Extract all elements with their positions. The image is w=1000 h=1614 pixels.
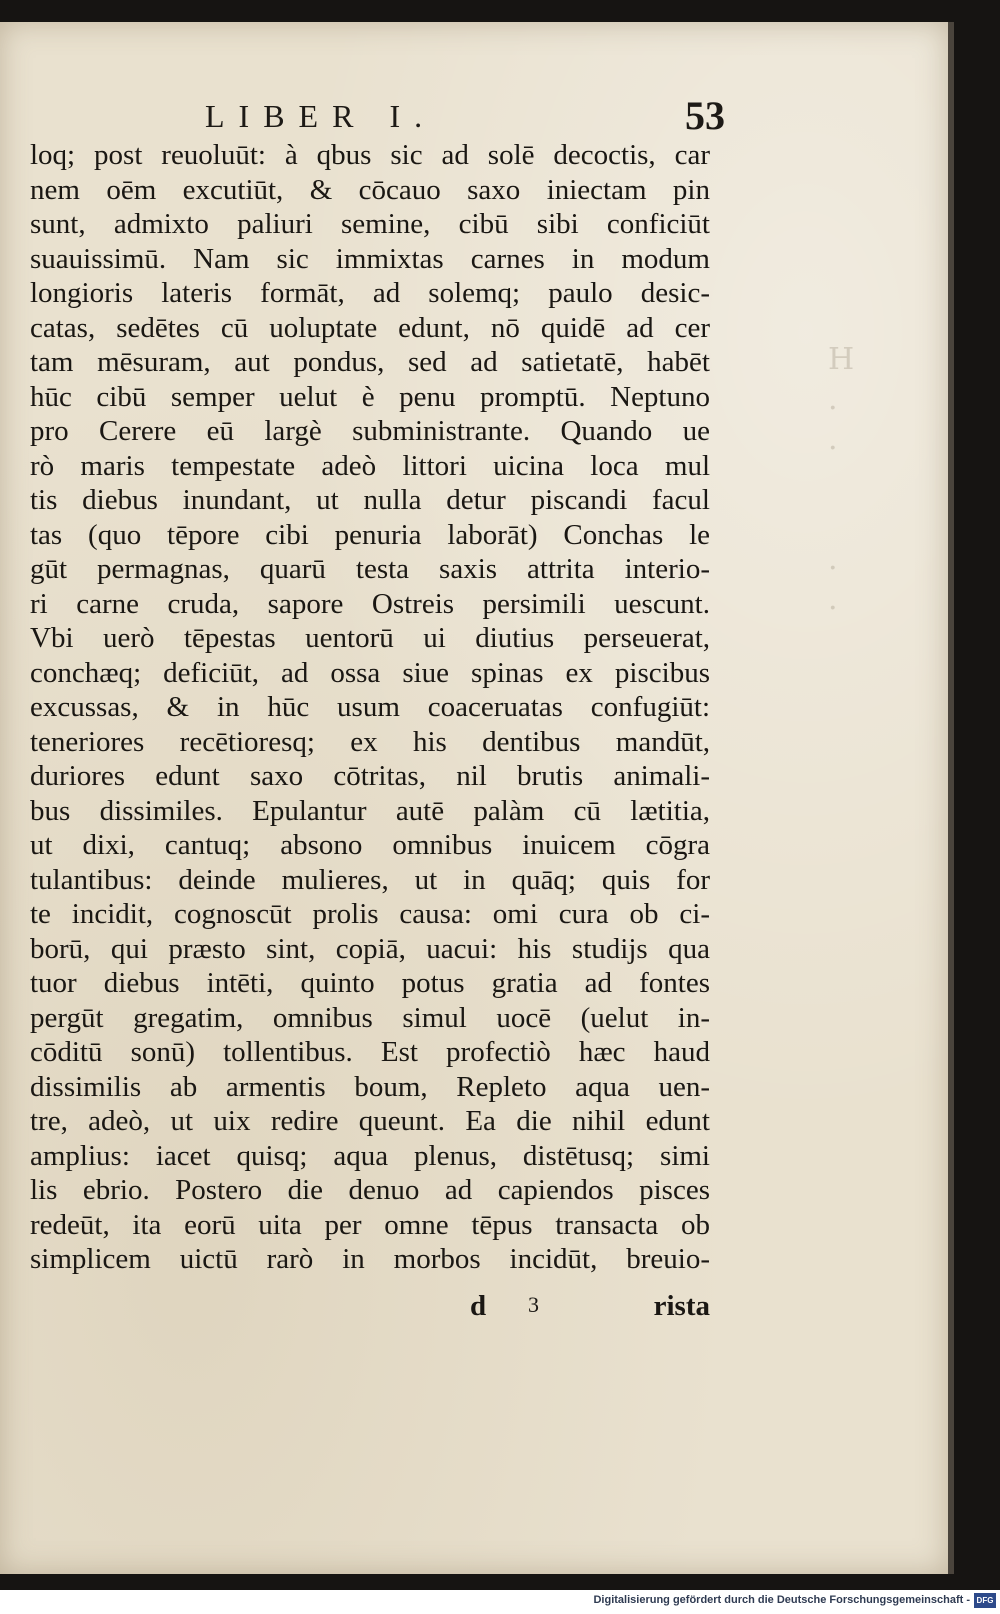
catchword: rista [653,1290,710,1322]
signature-line [470,1290,710,1330]
page-edge [948,22,954,1574]
text-line: catas, sedētes cū uoluptate edunt, nō quidē ad cer [30,311,710,344]
running-head-title: LIBER I. [205,98,437,134]
text-line: nem oēm excutiūt, & cōcauo saxo iniectam pin [30,173,710,206]
text-line: gūt permagnas, quarū testa saxis attrita interio- [30,553,710,585]
text-line: lis ebrio. Postero die denuo ad capiendos pisces [30,1174,710,1206]
folio-number: 53 [685,93,725,138]
text-line: Vbi uerò tēpestas uentorū ui diutius perseuerat, [30,622,710,654]
text-line: rò maris tempestate adeò littori uicina loca mul [30,449,710,482]
verso-show-through: H . . . . [828,342,855,617]
text-line: excussas, & in hūc usum coaceruatas confugiūt: [30,691,710,723]
text-line: conchæq; deficiūt, ad ossa siue spinas ex piscibus [30,656,710,689]
text-line: tre, adeò, ut uix redire queunt. Ea die nihil edunt [30,1105,710,1137]
running-head [205,92,725,140]
text-line: tas (quo tēpore cibi penuria laborāt) Conchas le [30,518,710,551]
text-line: teneriores recētioresq; ex his dentibus mandūt, [30,725,710,758]
text-line: tis diebus inundant, ut nulla detur piscandi facul [30,484,710,516]
text-line: tuor diebus intēti, quinto potus gratia ad fontes [30,967,710,999]
dfg-logo-icon: DFG [974,1593,996,1608]
text-line: dissimilis ab armentis boum, Repleto aqua uen- [30,1070,710,1103]
signature-mark: d [470,1290,487,1322]
text-line: hūc cibū semper uelut è penu promptū. Neptuno [30,380,710,413]
text-line: longioris lateris formāt, ad solemq; paulo desic- [30,277,710,309]
text-line: amplius: iacet quisq; aqua plenus, distētusq; simi [30,1139,710,1172]
text-line: pergūt gregatim, omnibus simul uocē (uelut in- [30,1001,710,1034]
footer-bar [0,1590,1000,1614]
text-line: loq; post reuoluūt: à qbus sic ad solē decoctis, car [30,139,710,171]
text-line: duriores edunt saxo cōtritas, nil brutis animali- [30,760,710,792]
text-line: sunt, admixto paliuri semine, cibū sibi conficiūt [30,208,710,240]
text-line: ri carne cruda, sapore Ostreis persimili uescunt. [30,587,710,620]
text-line: tam mēsuram, aut pondus, sed ad satietatē, habēt [30,346,710,378]
footer-credit: Digitalisierung gefördert durch die Deutsche Forschungsgemeinschaft - [593,1594,970,1606]
text-line: cōditū sonū) tollentibus. Est profectiò hæc haud [30,1036,710,1068]
text-line: pro Cerere eū largè subministrante. Quando ue [30,415,710,447]
text-line: simplicem uictū rarò in morbos incidūt, breuio- [30,1243,710,1275]
text-line: ut dixi, cantuq; absono omnibus inuicem cōgra [30,829,710,861]
signature-number: 3 [528,1292,539,1317]
body-text [30,138,710,1277]
text-line: suauissimū. Nam sic immixtas carnes in modum [30,242,710,275]
text-line: tulantibus: deinde mulieres, ut in quāq; quis for [30,863,710,896]
text-line: bus dissimiles. Epulantur autē palàm cū lætitia, [30,794,710,827]
text-line: borū, qui præsto sint, copiā, uacui: his studijs qua [30,932,710,965]
text-line: redeūt, ita eorū uita per omne tēpus transacta ob [30,1208,710,1241]
text-line: te incidit, cognoscūt prolis causa: omi cura ob ci- [30,898,710,930]
